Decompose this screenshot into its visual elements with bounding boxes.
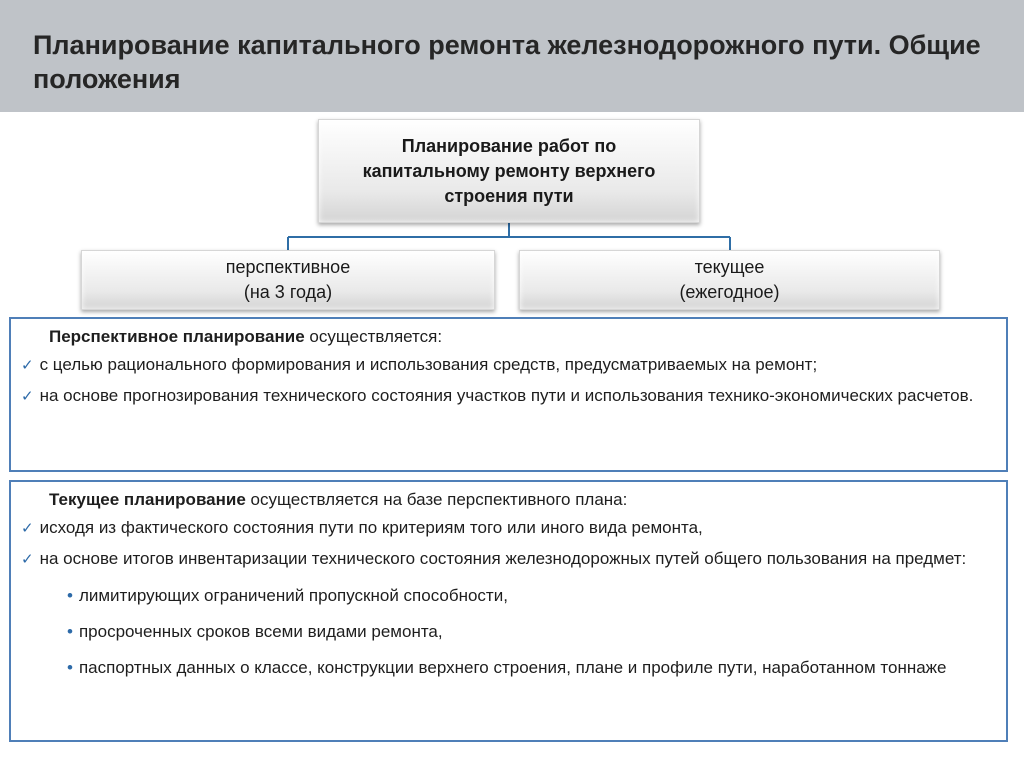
check-mark-icon: ✓ (21, 520, 34, 537)
bullet-dot-icon: • (67, 586, 73, 605)
panel2-subitem (21, 584, 996, 608)
panel2-item-text: на основе итогов инвентаризации технического состояния железнодорожных путей общего пользования на предмет: (39, 549, 967, 568)
root-node-label: Планирование работ по капитальному ремонту верхнего строения пути (362, 135, 656, 206)
panel2-subitem (21, 620, 996, 644)
panel2-subitem-text: паспортных данных о классе, конструкции верхнего строения, плане и профиле пути, наработанном тоннаже (78, 658, 947, 677)
slide-title: Планирование капитального ремонта железнодорожного пути. Общие положения (33, 30, 981, 94)
panel1-intro (21, 325, 996, 349)
bullet-dot-icon: • (67, 658, 73, 677)
current-node-label (679, 255, 779, 305)
current-node (519, 250, 940, 310)
panel2-item (21, 516, 996, 541)
perspective-planning-panel (9, 317, 1008, 472)
panel1-item-text: с целью рационального формирования и использования средств, предусматриваемых на ремонт; (39, 355, 818, 374)
panel1-item (21, 353, 996, 378)
perspective-node (81, 250, 495, 310)
panel1-item (21, 384, 996, 409)
root-node (318, 119, 700, 223)
panel2-item (21, 547, 996, 572)
current-line2: (ежегодное) (679, 282, 780, 302)
perspective-line2: (на 3 года) (243, 282, 333, 302)
perspective-node-label (226, 255, 350, 305)
panel2-intro-rest: осуществляется на базе перспективного плана: (245, 490, 628, 509)
panel2-intro (21, 488, 996, 512)
check-mark-icon: ✓ (21, 551, 34, 568)
panel1-intro-rest: осуществляется: (304, 327, 443, 346)
check-mark-icon: ✓ (21, 357, 34, 374)
bullet-dot-icon: • (67, 622, 73, 641)
panel2-subitem (21, 656, 996, 680)
panel2-intro-bold: Текущее планирование (49, 490, 246, 509)
current-planning-panel (9, 480, 1008, 742)
panel1-intro-bold: Перспективное планирование (49, 327, 305, 346)
perspective-line1: перспективное (225, 257, 351, 277)
panel2-subitem-text: лимитирующих ограничений пропускной способности, (78, 586, 508, 605)
panel1-item-text: на основе прогнозирования технического состояния участков пути и использования технико-экономических расчетов. (39, 386, 974, 405)
panel2-subitem-text: просроченных сроков всеми видами ремонта, (78, 622, 443, 641)
panel2-item-text: исходя из фактического состояния пути по критериям того или иного вида ремонта, (39, 518, 703, 537)
current-line1: текущее (694, 257, 765, 277)
check-mark-icon: ✓ (21, 388, 34, 405)
